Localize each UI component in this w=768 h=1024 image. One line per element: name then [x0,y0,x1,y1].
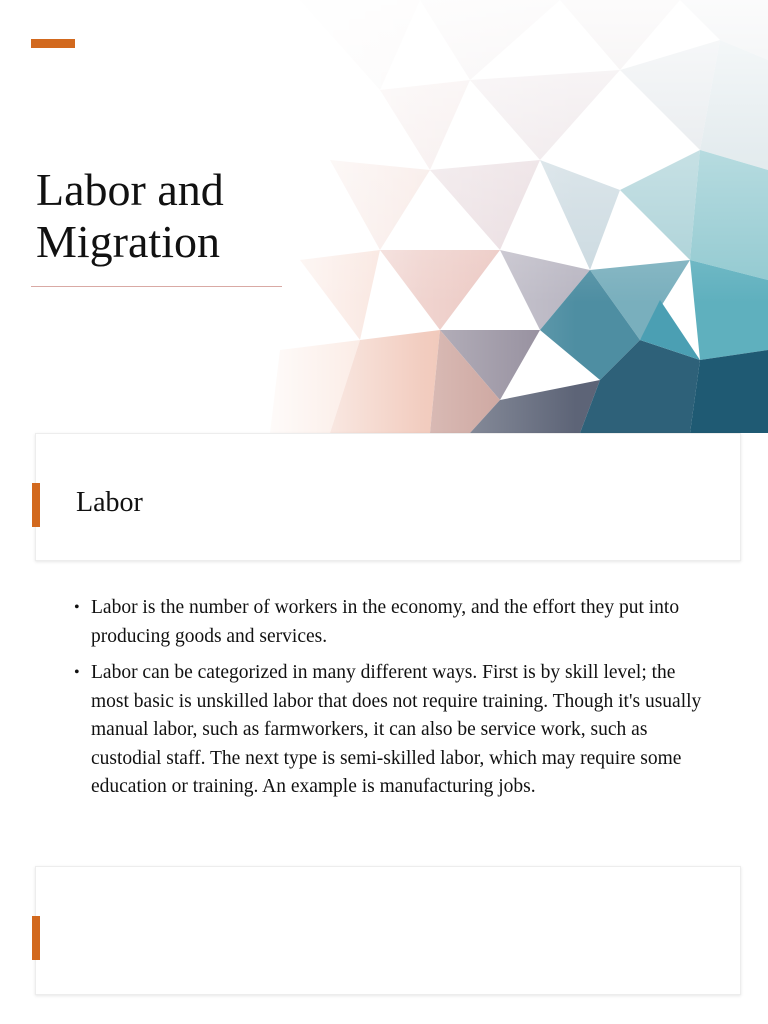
section-header-card [35,433,741,561]
section-accent-bar [32,483,40,527]
next-section-accent-bar [32,916,40,960]
title-accent-bar [31,39,75,48]
bullet-text: Labor can be categorized in many different ways. First is by skill level; the most basic is unskilled labor that does not require training. Though it's usually manual labor, such as farmworkers, it can also be service work, such as custodial staff. The next type is semi-skilled labor, which may require some education or training. An example is manufacturing jobs. [91,662,702,797]
slide-title-line-1: Labor and [36,164,224,215]
bullet-list [74,594,711,810]
bullet-text: Labor is the number of workers in the economy, and the effort they put into producing goods and services. [91,597,680,647]
title-underline-rule [31,286,282,287]
slide-title-line-2: Migration [36,216,220,267]
bullet-glyph: • [74,599,80,616]
next-section-card [35,866,741,995]
title-slide [0,0,768,433]
bullet-glyph: • [74,664,80,681]
slide-title [36,164,336,268]
section-heading: Labor [76,487,143,518]
bullet-item [74,594,711,651]
bullet-item [74,659,711,802]
